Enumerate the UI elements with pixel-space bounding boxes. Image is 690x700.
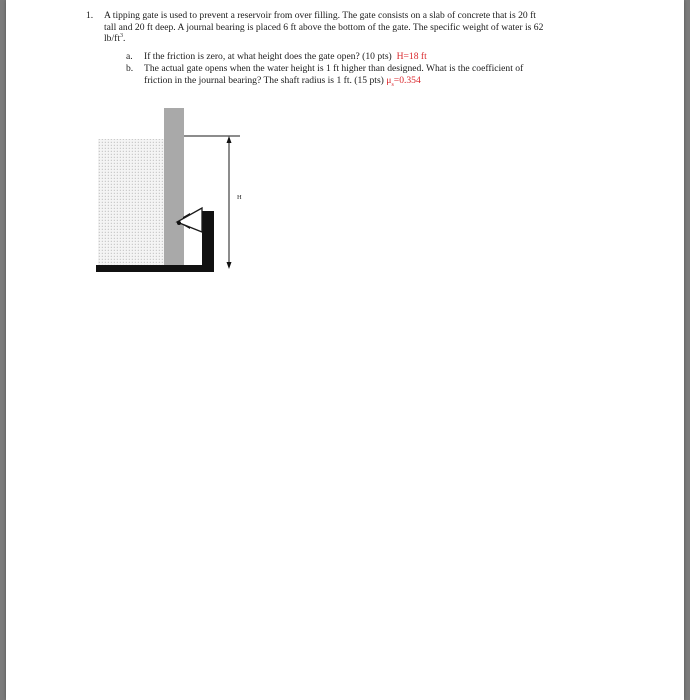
units-exponent: 3 (120, 33, 123, 39)
part-b-question-line-1: The actual gate opens when the water height is 1 ft higher than designed. What is the coefficient of (144, 63, 524, 74)
part-a-label: a. (126, 51, 133, 62)
problem-statement (104, 10, 624, 45)
statement-line-2: tall and 20 ft deep. A journal bearing is placed 6 ft above the bottom of the gate. The specific weight of water is 62 (104, 21, 544, 33)
tipping-gate-diagram (95, 105, 255, 277)
part-b-question-line-2: friction in the journal bearing? The shaft radius is 1 ft. (15 pts) (144, 74, 384, 86)
answer-value: =0.354 (393, 74, 421, 86)
part-b-answer (386, 75, 421, 86)
water-texture (98, 139, 164, 267)
statement-line-3 (104, 33, 624, 45)
part-a-question: If the friction is zero, at what height does the gate open? (10 pts) (144, 51, 392, 62)
document-page (6, 0, 684, 700)
problem-number: 1. (86, 10, 94, 21)
dimension-arrow-down (227, 262, 232, 269)
part-a-answer: H=18 ft (396, 51, 427, 62)
height-label: H (237, 194, 242, 201)
mu-subscript: s (391, 81, 394, 88)
concrete-gate (164, 108, 184, 267)
dimension-arrow-up (227, 136, 232, 143)
units-base: lb/ft (104, 33, 120, 45)
reservoir-floor (96, 265, 214, 272)
units-end: . (123, 33, 126, 45)
statement-line-1: A tipping gate is used to prevent a reservoir from over filling. The gate consists on a slab of concrete that is 20 ft (104, 10, 536, 21)
gate-support (202, 211, 214, 267)
part-b-label: b. (126, 63, 134, 74)
mu-symbol: μ (386, 74, 392, 86)
journal-bearing-pin (177, 221, 181, 225)
